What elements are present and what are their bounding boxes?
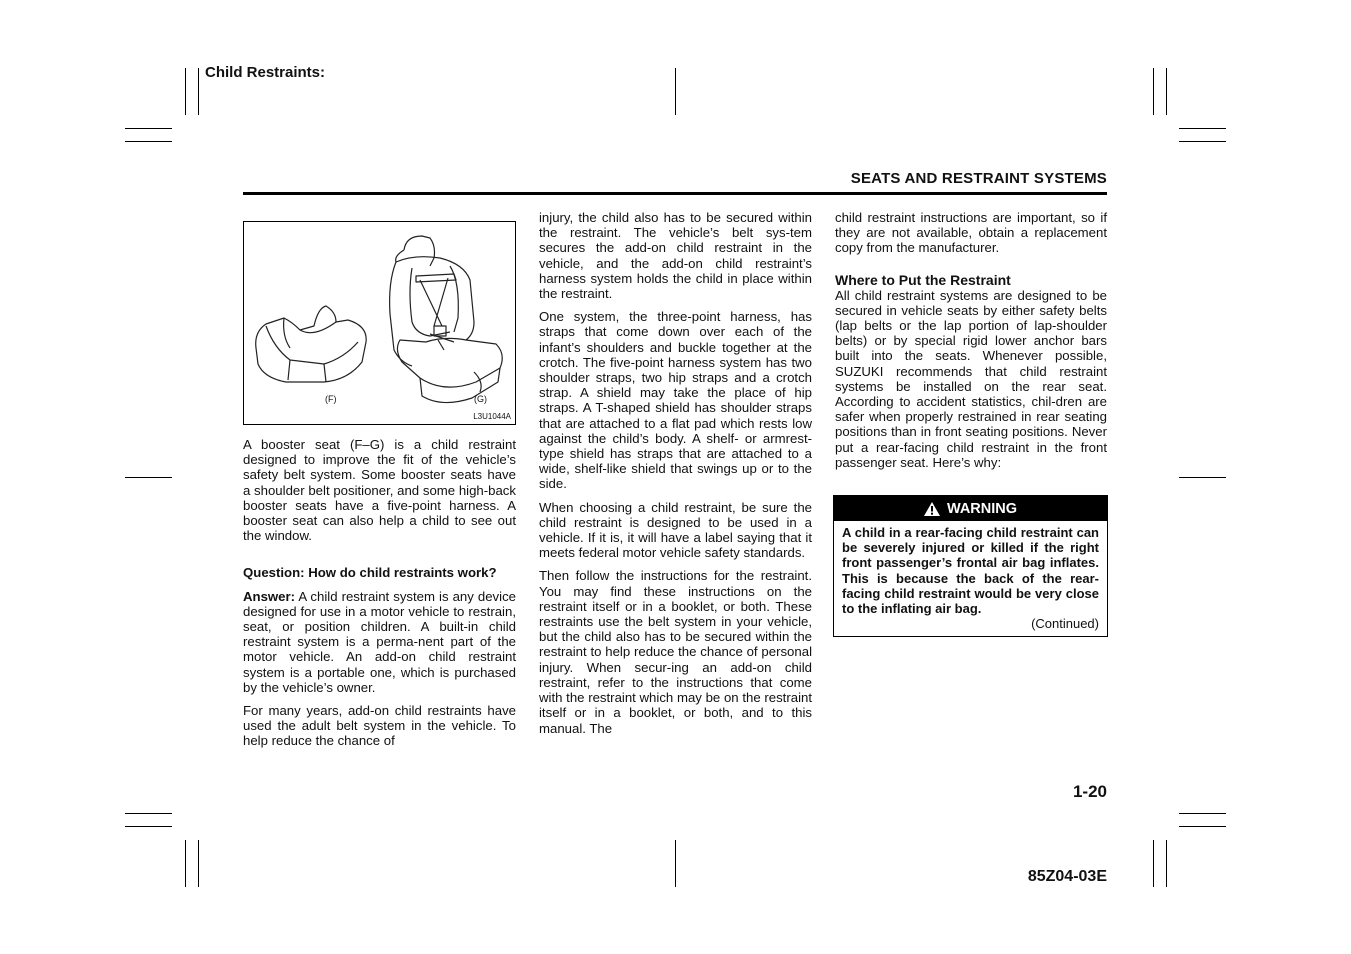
answer-text: A child restraint system is any device designed for use in a motor vehicle to restrain, seat, or position children. A built-in child restraint system is a perma-nent part of the motor vehicle. An add-on child restraint system is a portable one, which is purchased by the vehicle’s owner. [243,588,516,695]
crop-mark [1179,813,1226,814]
page-number: 1-20 [1072,782,1107,801]
crop-mark [125,141,172,142]
paragraph: One system, the three-point harness, has straps that come down over each of the infant’s shoulders and buckle together at the crotch. The five-point harness system has two shoulder straps, two hip straps and a crotch strap. A shield may take the place of hip straps. A T-shaped shield has shoulder straps that are attached to a flat pad which rests low against the child’s body. A shelf- or armrest-type shield has straps that are attached to a wide, shelf-like shield that swings up or to the side. [539,309,812,492]
crop-mark [675,68,676,115]
warning-title: WARNING [946,500,1018,517]
column-2 [539,210,812,744]
column-1 [243,437,516,757]
crop-mark [198,68,199,115]
continued-label: (Continued) [1031,616,1099,632]
warning-box [833,495,1108,637]
crop-mark [1179,477,1226,478]
warning-triangle-icon [924,502,940,516]
booster-seat-figure [243,221,516,425]
crop-mark [1153,840,1154,887]
crop-mark [1166,68,1167,115]
section-title: SEATS AND RESTRAINT SYSTEMS [850,170,1107,187]
crop-mark [1179,128,1226,129]
paragraph: All child restraint systems are designed to be secured in vehicle seats by either safety belts (lap belts or the lap portion of lap-shoulder belts) or by special rigid lower anchor bars built into the seats. Whenever possible, SUZUKI recommends that child restraint systems be installed on the rear seat. According to accident statistics, chil-dren are safer when properly restrained in rear seating positions than in front seating positions. Never put a rear-facing child restraint in the front passenger seat. Here’s why: [835,287,1107,470]
history-paragraph: For many years, add-on child restraints have used the adult belt system in the vehicle. To help reduce the chance of [243,703,516,749]
paragraph: Then follow the instructions for the restraint. You may find these instructions on the restraint itself or in a booklet, or both. These restraints use the belt system in your vehicle, but the child also has to be secured within the restraint to help reduce the chance of personal injury. When secur-ing an add-on child restraint, refer to the instructions that come with the restraint which may be on the restraint itself or in a booklet, or both, and to this manual. The [539,568,812,736]
figure-label-f: (F) [325,394,337,404]
warning-text: A child in a rear-facing child restraint can be severely injured or killed if the right front passenger’s frontal air bag inflates. This is because the back of the rear-facing child restraint would be very close to the inflating air bag. [842,525,1099,617]
crop-mark [125,813,172,814]
booster-paragraph: A booster seat (F–G) is a child restraint designed to improve the fit of the vehicle’s safety belt system. Some booster seats have a shoulder belt positioner, and some high-back booster seats have a five-point harness. A booster seat can also help a child to see out the window. [243,437,516,544]
answer-label: Answer: [243,588,296,604]
paragraph: When choosing a child restraint, be sure the child restraint is designed to be used in a vehicle. If it is, it will have a label saying that it meets federal motor vehicle safety standards. [539,499,812,561]
paragraph: injury, the child also has to be secured within the restraint. The vehicle’s belt sys-tem secures the add-on child restraint in the vehicle, and the add-on child restraint’s harness system holds the child in place within the restraint. [539,210,812,302]
paragraph: child restraint instructions are important, so if they are not available, obtain a replacement copy from the manufacturer. [835,210,1107,256]
crop-mark [185,68,186,115]
subheading: Where to Put the Restraint [835,271,1011,288]
crop-mark [185,840,186,887]
document-code: 85Z04-03E [1027,868,1107,885]
figure-code: L3U1044A [473,412,511,421]
crop-mark [125,477,172,478]
crop-mark [1179,141,1226,142]
header-rule [243,192,1107,195]
crop-mark [125,826,172,827]
crop-mark [675,840,676,887]
crop-mark [1166,840,1167,887]
answer-paragraph [243,589,516,695]
figure-label-g: (G) [474,394,487,404]
question-heading: Question: How do child restraints work? [243,565,497,581]
crop-mark [125,128,172,129]
crop-mark [198,840,199,887]
warning-header [834,496,1107,521]
crop-mark [1153,68,1154,115]
chapter-header: Child Restraints: [205,64,326,81]
column-3 [835,210,1107,478]
crop-mark [1179,826,1226,827]
